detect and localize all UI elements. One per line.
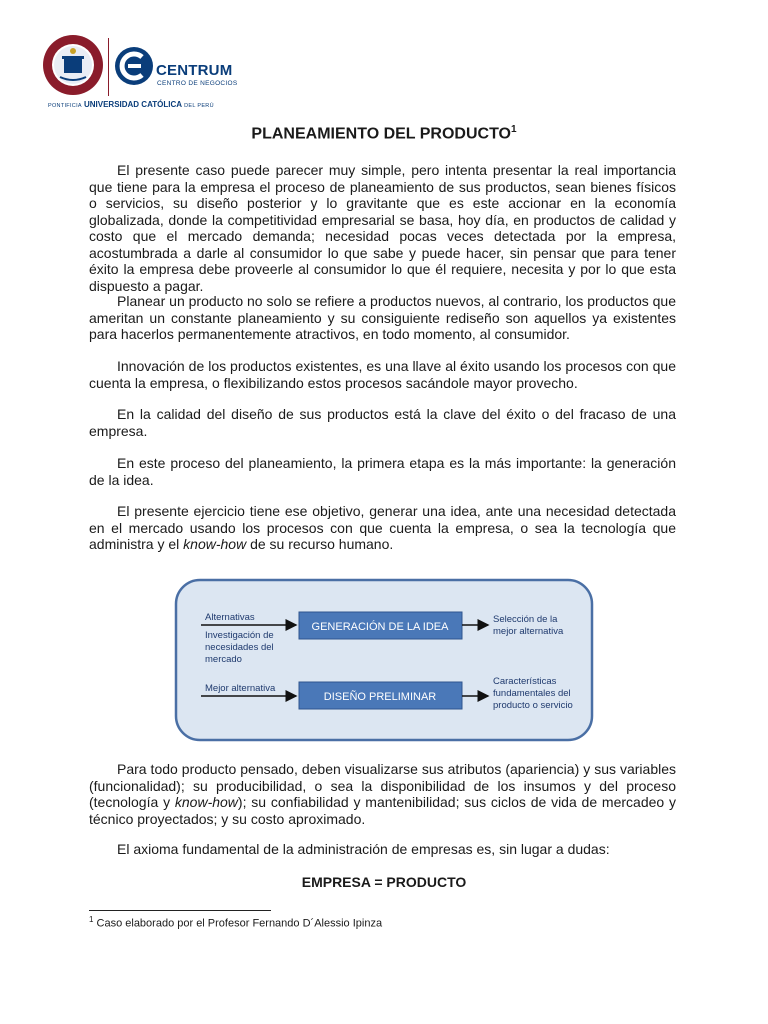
- title-footnote-ref: 1: [511, 124, 517, 135]
- paragraph-7-italic: know-how: [174, 794, 238, 810]
- preliminary-design-label: DISEÑO PRELIMINAR: [323, 691, 437, 703]
- paragraph-6: [89, 503, 676, 553]
- centrum-name: CENTRUM: [156, 62, 233, 79]
- input-alternatives-label: Alternativas: [205, 612, 255, 623]
- university-name-main: UNIVERSIDAD CATÓLICA: [83, 100, 183, 109]
- paragraph-7: [89, 761, 676, 827]
- university-name-prefix: PONTIFICIA: [48, 103, 82, 109]
- equation-empresa-producto: EMPRESA = PRODUCTO: [301, 874, 467, 890]
- paragraph-5: En este proceso del planeamiento, la primera etapa es la más importante: la generación de la idea.: [89, 455, 676, 488]
- footnote-separator: [89, 910, 271, 911]
- paragraph-1: El presente caso puede parecer muy simple, pero intenta presentar la real importancia que tiene para la empresa el proceso de planeamiento de sus productos, sean bienes físicos o servicios, su diseño posterior y lo gravitante que es este accionar en la economía globalizada, donde la competitividad empresarial se basa, hoy día, en productos de calidad y costo que el mercado demanda; necesidad pocas veces detectada por la empresa, acostumbrada a darle al consumidor lo que sabe y puede hacer, sin pensar que para tener éxito la empresa debe proveerle al consumidor lo que él requiere, necesita y por lo que esta dispuesto a pagar.: [89, 162, 676, 294]
- input-research-line-1: Investigación de: [205, 630, 274, 641]
- footnote: [89, 915, 382, 930]
- output-characteristics-line-2: fundamentales del: [493, 688, 571, 699]
- process-diagram-svg: [174, 578, 594, 742]
- output-characteristics-line-3: producto o servicio: [493, 700, 573, 711]
- output-characteristics-line-1: Características: [493, 676, 557, 687]
- paragraph-6-italic: know-how: [183, 536, 247, 552]
- paragraph-7-text-b: ); su confiabilidad y mantenibilidad; sus ciclos de vida de mercadeo y técnico proyectados; y su costo aproximado.: [89, 794, 676, 827]
- paragraph-6-text-b: de su recurso humano.: [246, 536, 394, 552]
- output-selection-line-1: Selección de la: [493, 614, 558, 625]
- paragraph-7-text-a: Para todo producto pensado, deben visualizarse sus atributos (apariencia) y sus variables (funcionalidad); su producibilidad, o sea la disponibilidad de los insumos y del proceso (tecnología y: [89, 761, 676, 810]
- centrum-subtitle: CENTRO DE NEGOCIOS: [157, 80, 238, 87]
- footnote-number: 1: [89, 915, 94, 924]
- document-body: [89, 0, 676, 1024]
- process-diagram: [174, 578, 594, 742]
- page-title-text: PLANEAMIENTO DEL PRODUCTO: [251, 125, 511, 143]
- generation-idea-label: GENERACIÓN DE LA IDEA: [311, 621, 449, 633]
- input-research-line-3: mercado: [205, 654, 242, 665]
- paragraph-8: El axioma fundamental de la administración de empresas es, sin lugar a dudas:: [117, 841, 610, 857]
- input-best-alternative-label: Mejor alternativa: [205, 683, 276, 694]
- paragraph-2: Planear un producto no solo se refiere a productos nuevos, al contrario, los productos que ameritan un constante planeamiento y su consiguiente rediseño son aquellos ya existentes para hacerlos permanentemente atractivos, en todo momento, al consumidor.: [89, 293, 676, 342]
- paragraph-3: Innovación de los productos existentes, es una llave al éxito usando los procesos con que cuenta la empresa, o flexibilizando estos procesos sacándole mayor provecho.: [89, 358, 676, 391]
- paragraph-4: En la calidad del diseño de sus productos está la clave del éxito o del fracaso de una empresa.: [89, 406, 676, 439]
- input-research-line-2: necesidades del: [205, 642, 274, 653]
- output-selection-line-2: mejor alternativa: [493, 626, 564, 637]
- footnote-text: Caso elaborado por el Profesor Fernando D´Alessio Ipinza: [96, 917, 383, 930]
- university-name-suffix: DEL PERÚ: [184, 103, 214, 109]
- paragraph-6-text-a: El presente ejercicio tiene ese objetivo, generar una idea, ante una necesidad detectada en el mercado usando los procesos con que cuenta la empresa, o sea la tecnología que administra y el: [89, 503, 676, 552]
